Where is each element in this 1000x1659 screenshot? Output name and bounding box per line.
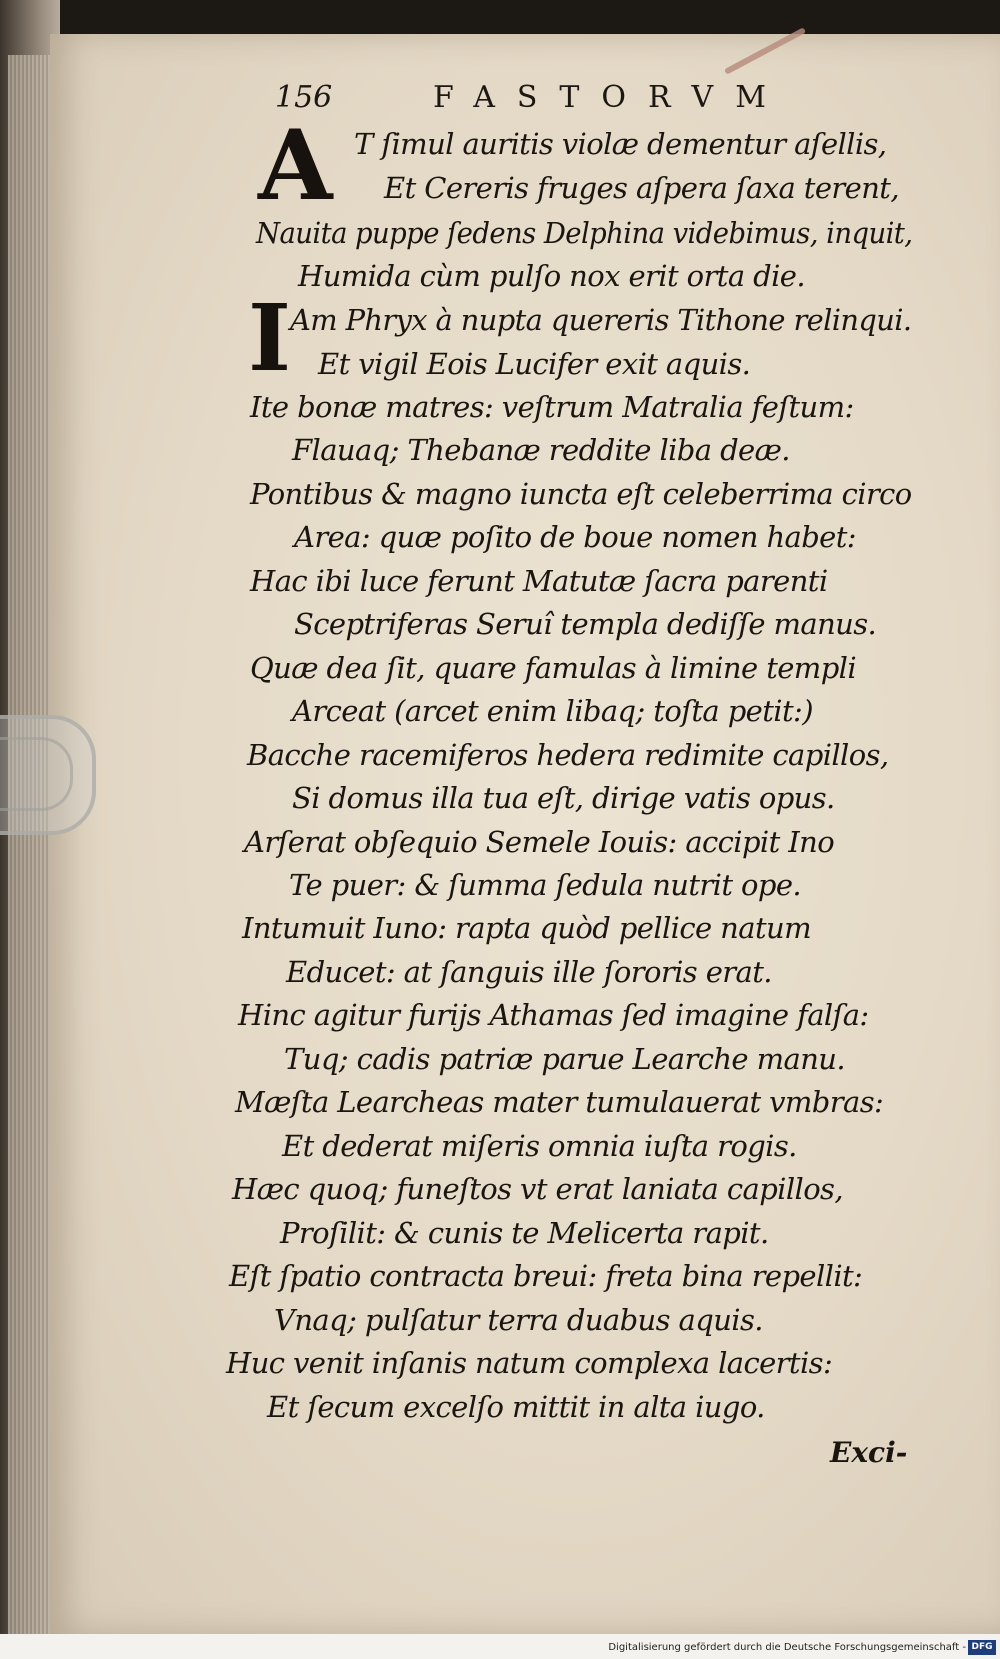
dfg-logo: DFG xyxy=(968,1640,996,1655)
verse-line: Proſilit: & cunis te Melicerta rapit. xyxy=(280,1216,769,1250)
verse-line: Area: quæ poſito de boue nomen habet: xyxy=(294,520,856,554)
catchword: Exci- xyxy=(830,1436,908,1469)
verse-line: T ſimul auritis violæ dementur aſellis, xyxy=(354,127,887,161)
verse-line: Vnaq; pulſatur terra duabus aquis. xyxy=(274,1303,763,1337)
page-stack-edge xyxy=(8,55,56,1640)
verse-line: Am Phryx à nupta quereris Tithone relinqui. xyxy=(290,303,912,337)
verse-line: Humida cùm pulſo nox erit orta die. xyxy=(298,259,805,293)
verse-line: Huc venit inſanis natum complexa lacertis: xyxy=(226,1346,833,1380)
verse-line: Bacche racemiferos hedera redimite capillos, xyxy=(247,738,889,772)
paper-clip-inner-loop xyxy=(0,737,73,811)
verse-line: Eſt ſpatio contracta breui: freta bina repellit: xyxy=(229,1259,863,1293)
verse-line: Hæc quoq; funeſtos vt erat laniata capillos, xyxy=(232,1172,843,1206)
verse-line: Si domus illa tua eſt, dirige vatis opus. xyxy=(292,781,835,815)
verse-line: Et ſecum excelſo mittit in alta iugo. xyxy=(267,1390,765,1424)
digitization-credit: Digitalisierung gefördert durch die Deutsche Forschungsgemeinschaft - xyxy=(608,1642,966,1653)
verse-line: Hac ibi luce ferunt Matutæ ſacra parenti xyxy=(250,564,828,598)
verse-line: Educet: at ſanguis ille ſororis erat. xyxy=(286,955,772,989)
verse-line: Mæſta Learcheas mater tumulauerat vmbras: xyxy=(235,1085,884,1119)
verse-line: Et vigil Eois Lucifer exit aquis. xyxy=(318,347,751,381)
verse-line: Et Cereris fruges aſpera ſaxa terent, xyxy=(384,171,899,205)
verse-line: Sceptriferas Seruî templa dediſſe manus. xyxy=(294,607,877,641)
running-title: FASTORVM xyxy=(433,80,788,115)
verse-line: Arceat (arcet enim libaq; toſta petit:) xyxy=(292,694,813,728)
verse-line: Ite bonæ matres: veſtrum Matralia feſtum: xyxy=(250,390,854,424)
verse-line: Flauaq; Thebanæ reddite liba deæ. xyxy=(292,433,790,467)
verse-line: Arſerat obſequio Semele Iouis: accipit Ino xyxy=(244,825,835,859)
drop-initial-a: A xyxy=(258,109,333,222)
verse-line: Intumuit Iuno: rapta quòd pellice natum xyxy=(242,911,811,945)
verse-line: Hinc agitur furijs Athamas ſed imagine falſa: xyxy=(238,998,869,1032)
verse-line: Nauita puppe ſedens Delphina videbimus, inquit, xyxy=(256,216,913,250)
verse-line: Quæ dea ſit, quare famulas à limine templi xyxy=(250,651,857,685)
page-number: 156 xyxy=(275,80,333,115)
verse-line: Te puer: & ſumma ſedula nutrit ope. xyxy=(289,868,802,902)
verse-line: Pontibus & magno iuncta eſt celeberrima circo xyxy=(250,477,912,511)
verse-line: Tuq; cadis patriæ parue Learche manu. xyxy=(284,1042,845,1076)
drop-initial-i: I xyxy=(248,284,292,392)
verse-line: Et dederat miſeris omnia iuſta rogis. xyxy=(282,1129,797,1163)
